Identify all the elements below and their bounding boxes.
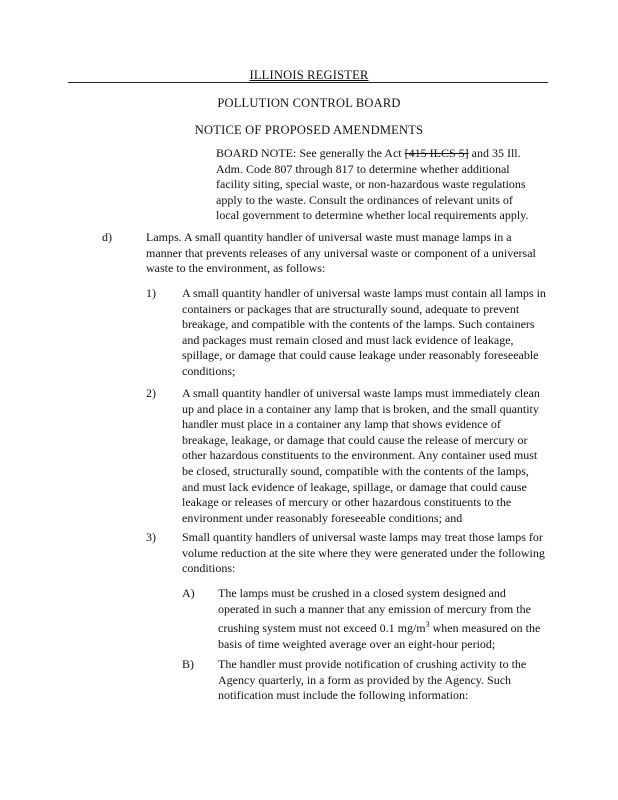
section-d-text: Lamps. A small quantity handler of universal waste must manage lamps in a manner that prevents releases of any universal waste or component of a universal waste to the environment, as follows: — [146, 230, 536, 276]
item-1-text: A small quantity handler of universal waste lamps must contain all lamps in containers or packages that are structurally sound, adequate to prevent breakage, and compatible with the contents of the lamps. Such containers and packages must remain closed and must lack evidence of leakage, spillage, or damage that could cause leakage under reasonably foreseeable conditions; — [182, 286, 546, 378]
item-2-text: A small quantity handler of universal waste lamps must immediately clean up and place in a container any lamp that is broken, and the small quantity handler must place in a container any lamp that shows evidence of breakage, leakage, or damage that could cause the release of mercury or other hazardous constituents to the environment. Any container used must be closed, structurally sound, compatible with the contents of the lamps, and must lack evidence of leakage, spillage, or damage that could cause leakage or releases of mercury or other hazardous constituents to the environment under reasonably foreseeable conditions; and — [182, 386, 540, 525]
subitem-a-text: The lamps must be crushed in a closed system designed and operated in such a manner that any emission of mercury from the crushing system must not exceed 0.1 $mg/m^3$ when measured on the basis of time weighted average over an eight-hour period; — [218, 586, 541, 651]
notice-title: NOTICE OF PROPOSED AMENDMENTS — [194, 123, 424, 137]
board-title: POLLUTION CONTROL BOARD — [217, 96, 401, 110]
item-1-label: 1) — [146, 286, 156, 300]
board-note: BOARD NOTE: See generally the Act [415 ILCS 5] and 35 Ill. Adm. Code 807 through 817 to determine whether additional facility siting, special waste, or non-hazardous waste regulations apply to the waste. Consult the ordinances of relevant units of local government to determine whether local requirements apply. — [216, 146, 529, 223]
item-3-text: Small quantity handlers of universal waste lamps may treat those lamps for volume reduction at the site where they were generated under the following conditions: — [182, 530, 545, 576]
subitem-b-text: The handler must provide notification of crushing activity to the Agency quarterly, in a form as provided by the Agency. Such notification must include the following information: — [218, 657, 527, 703]
subitem-a-label: A) — [182, 586, 195, 600]
struck-citation: [415 ILCS 5] — [404, 146, 469, 160]
item-3-label: 3) — [146, 530, 156, 544]
section-d-label: d) — [102, 230, 112, 244]
register-title: ILLINOIS REGISTER — [249, 68, 369, 82]
item-2-label: 2) — [146, 386, 156, 400]
subitem-b-label: B) — [182, 657, 194, 671]
